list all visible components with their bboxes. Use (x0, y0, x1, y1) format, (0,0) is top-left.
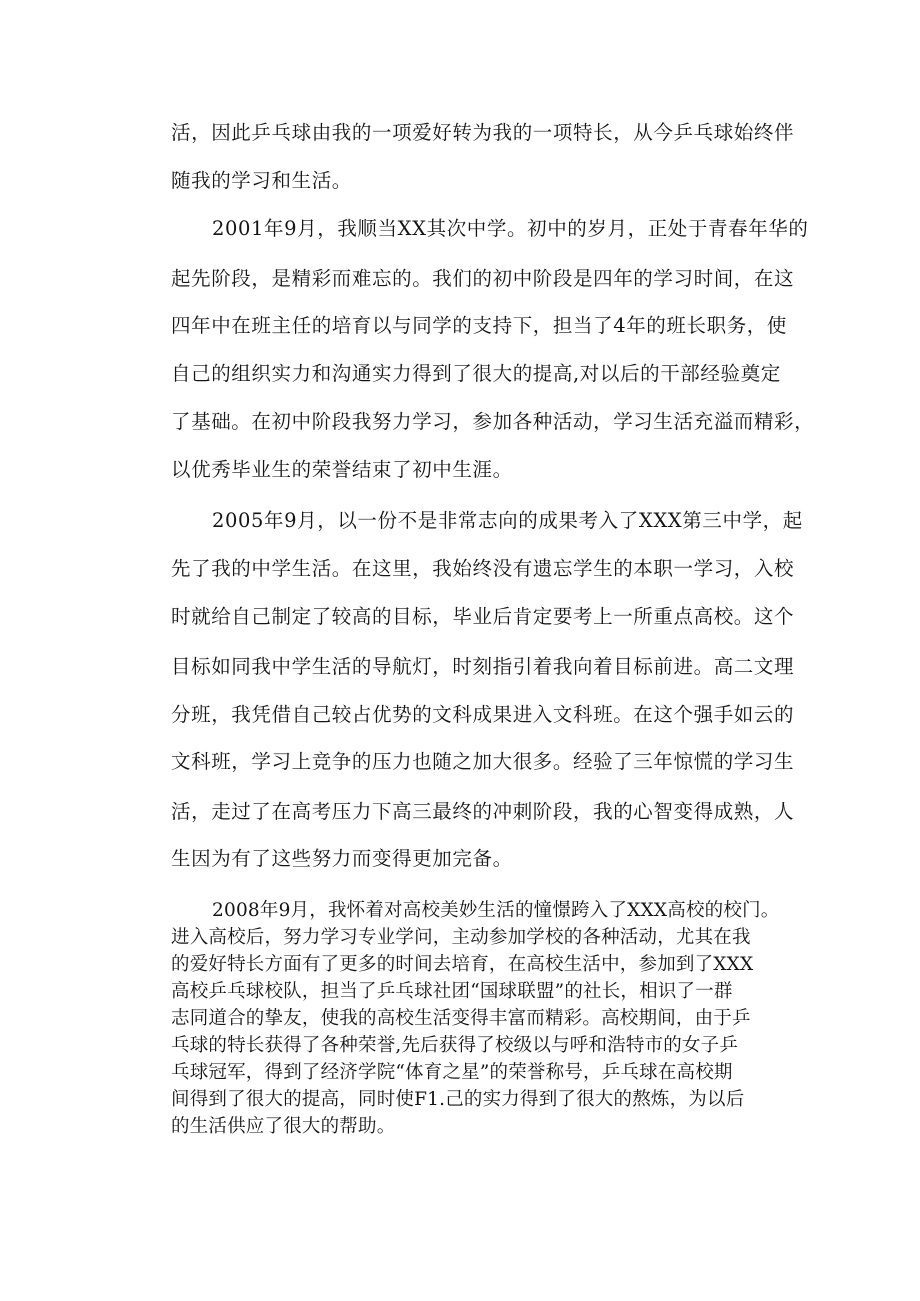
text-line: 乓球冠军，得到了经济学院“体育之星”的荣誉称号，乒乓球在高校期 (171, 1062, 733, 1083)
text-line: 时就给自己制定了较高的目标，毕业后肯定要考上一所重点高校。这个 (171, 605, 795, 628)
text-line: 2005年9月，以一份不是非常志向的成果考入了XXX第三中学，起 (212, 509, 803, 532)
text-line: 间得到了很大的提高，同时使F1.己的实力得到了很大的熬炼，为以后 (171, 1089, 745, 1110)
text-line: 2001年9月，我顺当XX其次中学。初中的岁月，正处于青春年华的 (212, 217, 809, 240)
text-line: 2008年9月，我怀着对高校美妙生活的憧憬跨入了XXX高校的校门。 (212, 900, 780, 921)
text-line: 乓球的特长获得了各种荣誉,先后获得了校级以与呼和浩特市的女子乒 (171, 1035, 739, 1056)
text-line: 高校乒乓球校队，担当了乒乓球社团“国球联盟”的社长，相识了一群 (171, 981, 733, 1002)
text-line: 的生活供应了很大的帮助。 (171, 1116, 396, 1137)
text-line: 目标如同我中学生活的导航灯，时刻指引着我向着目标前进。高二文理 (171, 655, 795, 678)
text-line: 分班，我凭借自己较占优势的文科成果进入文科班。在这个强手如云的 (171, 703, 795, 726)
text-line: 了基础。在初中阶段我努力学习，参加各种活动，学习生活充溢而精彩， (171, 410, 815, 433)
text-line: 自己的组织实力和沟通实力得到了很大的提高,对以后的干部经验奠定 (171, 362, 781, 385)
text-line: 文科班，学习上竞争的压力也随之加大很多。经验了三年惊慌的学习生 (171, 750, 795, 773)
text-line: 进入高校后，努力学习专业学问，主动参加学校的各种活动，尤其在我 (171, 927, 751, 948)
text-line: 志同道合的挚友，使我的高校生活变得丰富而精彩。高校期间，由于乒 (171, 1008, 751, 1029)
text-line: 先了我的中学生活。在这里，我始终没有遗忘学生的本职一学习，入校 (171, 557, 795, 580)
text-line: 的爱好特长方面有了更多的时间去培育，在高校生活中，参加到了XXX (171, 954, 754, 975)
text-line: 活，因此乒乓球由我的一项爱好转为我的一项特长，从今乒乓球始终伴 (171, 121, 795, 144)
text-line: 起先阶段，是精彩而难忘的。我们的初中阶段是四年的学习时间，在这 (171, 267, 795, 290)
text-line: 以优秀毕业生的荣誉结束了初中生涯。 (171, 458, 513, 481)
text-line: 随我的学习和生活。 (171, 169, 352, 192)
text-line: 四年中在班主任的培育以与同学的支持下，担当了4年的班长职务，使 (171, 314, 788, 337)
text-line: 生因为有了这些努力而变得更加完备。 (171, 847, 513, 870)
text-line: 活，走过了在高考压力下高三最终的冲刺阶段，我的心智变得成熟，人 (171, 800, 795, 823)
